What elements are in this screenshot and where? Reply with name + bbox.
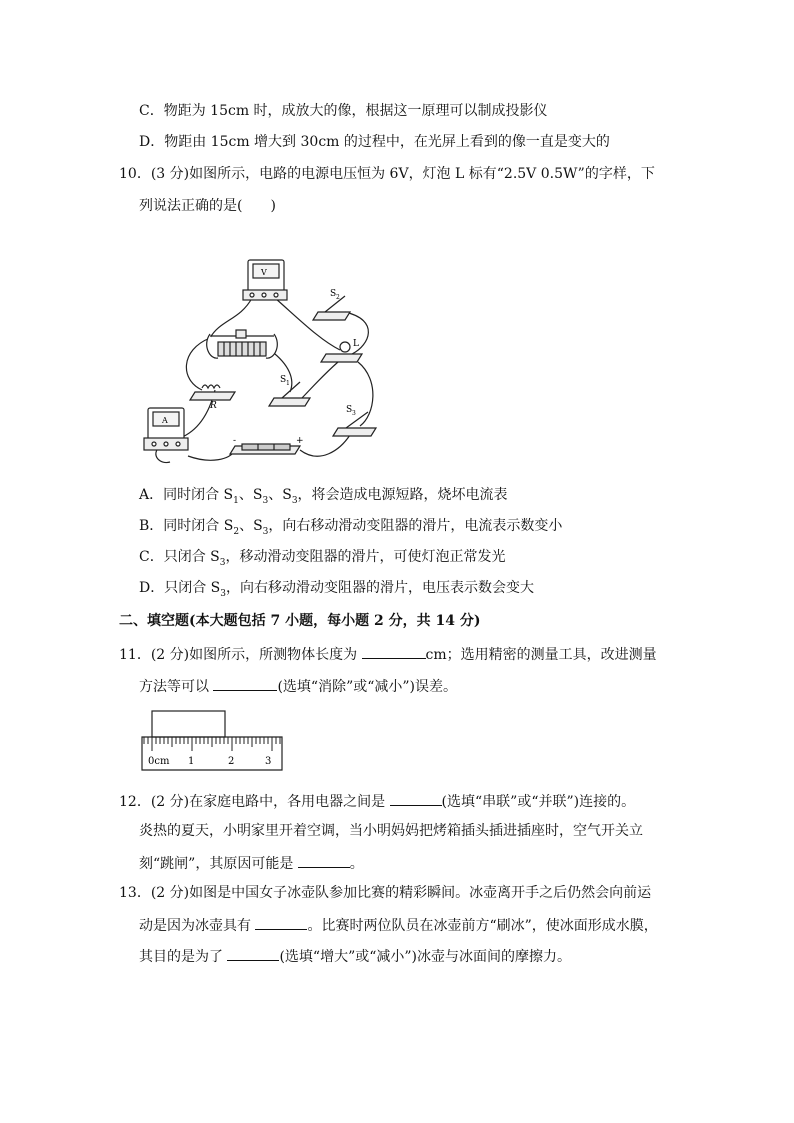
s1-sub: 1 [286, 380, 290, 387]
rheostat [207, 330, 278, 358]
battery [230, 444, 300, 454]
circuit-figure [140, 250, 390, 466]
answer-blank[interactable] [227, 945, 279, 961]
answer-blank[interactable] [213, 675, 277, 691]
switch-s2 [313, 296, 350, 320]
s2-label: S [330, 289, 337, 299]
answer-blank[interactable] [362, 643, 426, 659]
ruler-label-0: 0cm [148, 756, 170, 767]
voltmeter [243, 260, 287, 300]
answer-blank[interactable] [390, 790, 442, 806]
s2-sub: 2 [336, 294, 340, 301]
q12-line2: 炎热的夏天，小明家里开着空调，当小明妈妈把烤箱插头插进插座时，空气开关立 [139, 823, 643, 839]
q13-line1: 13．(2 分)如图是中国女子冰壶队参加比赛的精彩瞬间。冰壶离开手之后仍然会向前运 [119, 885, 652, 901]
voltmeter-label: V [261, 268, 267, 277]
s1-label: S [280, 375, 287, 385]
q10-option-c: C．只闭合 $S_3$，移动滑动变阻器的滑片，可使灯泡正常发光 [139, 549, 506, 568]
lamp-label: L [353, 339, 359, 349]
s3-sub: 3 [352, 410, 356, 417]
ammeter [144, 408, 188, 450]
q13-line3: 其目的是为了 (选填“增大”或“减小”)冰壶与冰面间的摩擦力。 [139, 945, 571, 967]
wire [300, 435, 350, 456]
q12-line1: 12．(2 分)在家庭电路中，各用电器之间是 (选填“串联”或“并联”)连接的。 [119, 790, 635, 812]
q12-line3: 刻“跳闸”，其原因可能是 。 [139, 852, 364, 874]
q11-line2: 方法等可以 (选填“消除”或“减小”)误差。 [139, 675, 457, 697]
ruler-ticks [144, 737, 280, 751]
wire [188, 450, 235, 460]
q9-option-c: C．物距为 15cm 时，成放大的像，根据这一原理可以制成投影仪 [139, 103, 548, 119]
q10-stem-line1: 10．(3 分)如图所示，电路的电源电压恒为 6V，灯泡 L 标有“2.5V 0.5W”的字样，下 [119, 166, 655, 182]
q10-option-a: A．同时闭合 $S_1$、$S_3$、$S_3$，将会造成电源短路，烧坏电流表 [139, 487, 508, 506]
ruler-figure [140, 706, 290, 776]
q9-option-d: D．物距由 15cm 增大到 30cm 的过程中，在光屏上看到的像一直是变大的 [139, 134, 610, 150]
wire [358, 362, 373, 426]
resistor-label: R [210, 401, 217, 411]
section-heading: 二、填空题(本大题包括 7 小题，每小题 2 分，共 14 分) [119, 613, 481, 629]
answer-blank[interactable] [255, 914, 307, 930]
q11-line1: 11．(2 分)如图所示，所测物体长度为 cm；选用精密的测量工具，改进测量 [119, 643, 657, 665]
answer-blank[interactable] [298, 852, 350, 868]
q10-option-d: D．只闭合 $S_3$，向右移动滑动变阻器的滑片，电压表示数会变大 [139, 580, 534, 599]
q13-line2: 动是因为冰壶具有 。比赛时两位队员在冰壶前方“刷冰”，使冰面形成水膜， [139, 914, 658, 936]
battery-minus: - [233, 436, 237, 446]
ammeter-label: A [162, 416, 168, 425]
ruler-label-2: 2 [228, 756, 235, 767]
wire [300, 362, 338, 400]
ruler-label-3: 3 [265, 756, 272, 767]
q10-option-b: B．同时闭合 $S_2$、$S_3$，向右移动滑动变阻器的滑片，电流表示数变小 [139, 518, 563, 537]
s3-label: S [346, 405, 353, 415]
battery-plus: + [296, 436, 304, 446]
q10-stem-line2: 列说法正确的是( ) [139, 198, 276, 214]
ruler-label-1: 1 [188, 756, 195, 767]
wire [275, 298, 340, 350]
measured-object [152, 711, 225, 737]
